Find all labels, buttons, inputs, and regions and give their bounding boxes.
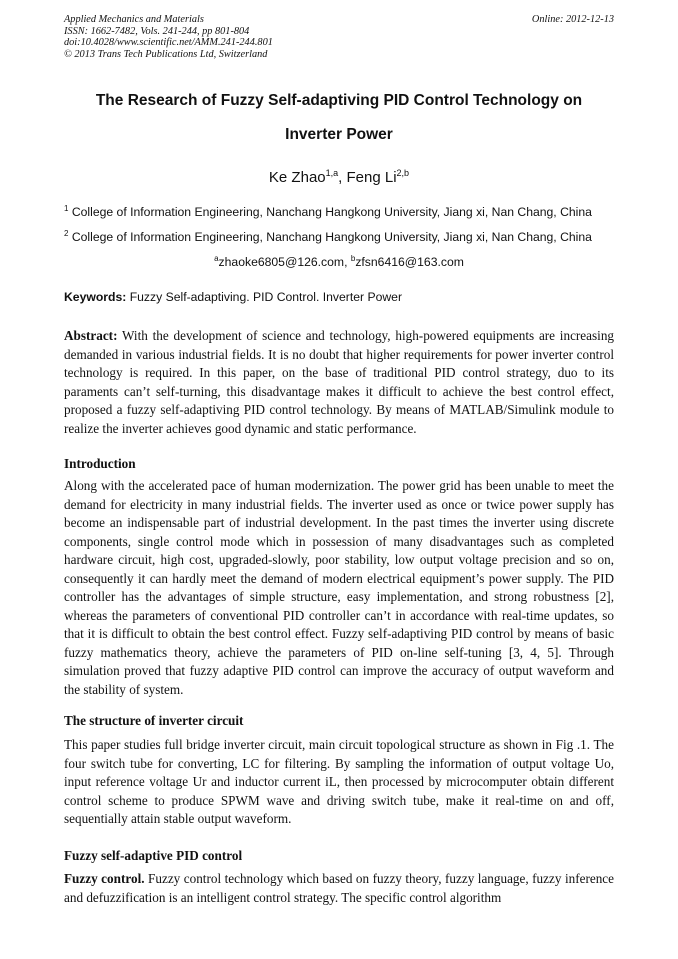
affiliation-1-text: College of Information Engineering, Nanchang Hangkong University, Jiang xi, Nan Chang, China xyxy=(71,205,592,220)
abstract-text: With the development of science and technology, high-powered equipments are increasing demanded in various industrial fields. It is no doubt that higher requirements for power inverter control technology is required. In this paper, on the base of traditional PID control strategy, duo to its paraments can’t self-turning, this disadvantage makes it difficult to achieve the best control effect, proposed a fuzzy self-adaptiving PID control technology. By means of MATLAB/Simulink module to realize the inverter achieves good dynamic and static performance. xyxy=(64,328,615,436)
author-1-sup: 1,a xyxy=(325,168,339,178)
abstract xyxy=(64,327,614,438)
email-b-sup: b xyxy=(350,254,356,263)
section-heading-fuzzy-pid: Fuzzy self-adaptive PID control xyxy=(64,848,243,863)
doi-line: doi:10.4028/www.scientific.net/AMM.241-244.801 xyxy=(64,37,273,49)
introduction-text: Along with the accelerated pace of human modernization. The power grid has been unable to meet the demand for electricity in many industrial fields. The inverter used as once or twice power supply has become an indispensable part of industrial development. In the past times the inverter using discrete components, single control mode which in possession of many disadvantages such as completed hardware circuit, high cost, upgraded-slowly, poor stability, low output voltage precision and so on, consequently it can hardly meet the demand of modern electrical equipment’s power supply. The PID controller has the advantages of simple structure, easy implementation, and strong robustness [2], whereas the parameters of conventional PID controller can’t in accordance with real-time updates, so that it is difficult to obtain the best control effect. Fuzzy self-adaptiving PID control by means of basic fuzzy mathematics theory, achieve the parameters of PID on-line self-tuning [3, 4, 5]. Through simulation proved that fuzzy adaptive PID control can improve the accuracy of output waveform and the stability of system. xyxy=(64,478,614,697)
structure-text: This paper studies full bridge inverter circuit, main circuit topological structure as shown in Fig .1. The four switch tube for converting, LC for filtering. By sampling the information of output voltage Uo, input reference voltage Ur and inductor current iL, then processed by microcomputer obtain different control scheme to produce SPWM wave and driving switch tube, make it real-time on and off, sequentially attain stable output waveform. xyxy=(64,737,614,826)
copyright-line: © 2013 Trans Tech Publications Ltd, Switzerland xyxy=(64,48,268,60)
keywords-text: Fuzzy Self-adaptiving. PID Control. Inverter Power xyxy=(129,290,402,304)
author-separator: , xyxy=(338,169,347,186)
emails xyxy=(0,254,678,269)
fuzzy-control-label: Fuzzy control. xyxy=(64,871,145,886)
journal-name: Applied Mechanics and Materials xyxy=(64,14,204,25)
section-heading-introduction: Introduction xyxy=(64,456,136,471)
affiliation-2-text: College of Information Engineering, Nanchang Hangkong University, Jiang xi, Nan Chang, China xyxy=(71,230,592,245)
fuzzy-control-paragraph xyxy=(64,870,614,907)
paper-title-line1: The Research of Fuzzy Self-adaptiving PID Control Technology on xyxy=(95,92,583,109)
email-a-sup: a xyxy=(214,254,219,263)
affiliation-1 xyxy=(64,204,614,219)
affiliation-2 xyxy=(64,229,614,244)
author-2: Feng Li xyxy=(346,169,397,186)
affiliation-2-num: 2 xyxy=(64,229,69,238)
abstract-label: Abstract: xyxy=(64,328,118,343)
affiliation-1-num: 1 xyxy=(64,204,69,213)
paper-title-line2: Inverter Power xyxy=(285,126,393,143)
online-date: Online: 2012-12-13 xyxy=(531,14,614,25)
email-a[interactable]: zhaoke6805@126.com, xyxy=(218,255,348,270)
fuzzy-control-text: Fuzzy control technology which based on fuzzy theory, fuzzy language, fuzzy inference and defuzzification is an intelligent control strategy. The specific control algorithm xyxy=(64,871,614,905)
journal-header xyxy=(64,14,273,60)
issn-line: ISSN: 1662-7482, Vols. 241-244, pp 801-804 xyxy=(64,25,250,37)
authors xyxy=(0,168,678,186)
author-2-sup: 2,b xyxy=(396,168,410,178)
author-1: Ke Zhao xyxy=(268,169,326,186)
keywords-label: Keywords: xyxy=(64,290,127,304)
section-heading-structure: The structure of inverter circuit xyxy=(64,713,244,728)
email-b[interactable]: zfsn6416@163.com xyxy=(355,255,464,270)
keywords xyxy=(64,290,402,304)
